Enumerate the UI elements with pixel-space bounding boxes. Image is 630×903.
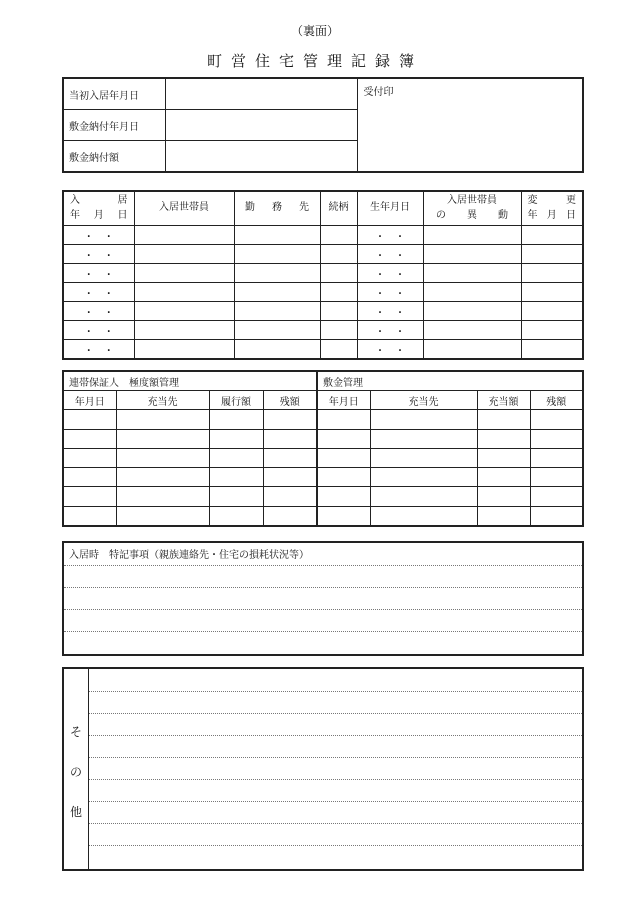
table-row bbox=[63, 448, 583, 467]
page-side-label: （裏面） bbox=[290, 24, 339, 38]
page-title: 町営住宅管理記録簿 bbox=[206, 52, 423, 70]
table-row: ・ ・ ・ ・ bbox=[63, 283, 583, 302]
table-row: ・ ・ ・ ・ bbox=[63, 321, 583, 340]
deposit-amount-field[interactable] bbox=[165, 141, 357, 173]
other-line bbox=[89, 823, 582, 824]
table-row: ・ ・ ・ ・ bbox=[63, 340, 583, 360]
guarantor-section-title: 連帯保証人 極度額管理 bbox=[63, 371, 317, 391]
other-line bbox=[89, 801, 582, 802]
deposit-col-date: 年月日 bbox=[317, 391, 370, 410]
other-label: そ の 他 bbox=[64, 669, 89, 869]
other-line bbox=[89, 845, 582, 846]
guarantor-col-balance: 残額 bbox=[263, 391, 317, 410]
other-line bbox=[89, 779, 582, 780]
table-row: ・ ・ ・ ・ bbox=[63, 264, 583, 283]
initial-move-in-date-field[interactable] bbox=[165, 78, 357, 110]
header-member: 入居世帯員 bbox=[134, 191, 234, 226]
header-birth-date: 生年月日 bbox=[357, 191, 423, 226]
table-row: ・ ・ ・ ・ bbox=[63, 302, 583, 321]
other-notes-box[interactable] bbox=[62, 667, 584, 871]
receipt-stamp-box[interactable] bbox=[357, 78, 583, 172]
deposit-col-balance: 残額 bbox=[530, 391, 583, 410]
table-row bbox=[63, 506, 583, 526]
header-move-in-date: 入 居 年 月 日 bbox=[63, 191, 134, 226]
table-row bbox=[63, 468, 583, 487]
notes-line bbox=[64, 587, 582, 588]
other-line bbox=[89, 735, 582, 736]
header-workplace: 勤 務 先 bbox=[234, 191, 320, 226]
table-row bbox=[63, 410, 583, 429]
deposit-section-title: 敷金管理 bbox=[317, 371, 583, 391]
deposit-payment-date-label: 敷金納付年月日 bbox=[63, 110, 165, 141]
move-in-info-table bbox=[62, 77, 584, 173]
notes-line bbox=[64, 565, 582, 566]
deposit-amount-label: 敷金納付額 bbox=[63, 141, 165, 173]
guarantor-col-allocation: 充当先 bbox=[116, 391, 209, 410]
guarantor-col-performed: 履行額 bbox=[209, 391, 263, 410]
other-line bbox=[89, 691, 582, 692]
other-line bbox=[89, 713, 582, 714]
household-table bbox=[62, 190, 584, 360]
notes-line bbox=[64, 631, 582, 632]
guarantor-col-date: 年月日 bbox=[63, 391, 116, 410]
guarantor-deposit-table bbox=[62, 370, 584, 527]
deposit-col-allocation: 充当先 bbox=[370, 391, 477, 410]
table-row bbox=[63, 429, 583, 448]
initial-move-in-date-label: 当初入居年月日 bbox=[63, 78, 165, 110]
special-notes-box[interactable] bbox=[62, 541, 584, 656]
header-relation: 続柄 bbox=[320, 191, 357, 226]
notes-line bbox=[64, 609, 582, 610]
header-member-change: 入居世帯員 の 異 動 bbox=[423, 191, 521, 226]
other-line bbox=[89, 757, 582, 758]
special-notes-title: 入居時 特記事項（親族連絡先・住宅の損耗状況等） bbox=[69, 550, 309, 561]
deposit-payment-date-field[interactable] bbox=[165, 110, 357, 141]
table-row bbox=[63, 487, 583, 506]
header-change-date: 変 更 年 月 日 bbox=[521, 191, 583, 226]
table-row: ・ ・ ・ ・ bbox=[63, 245, 583, 264]
deposit-col-amount: 充当額 bbox=[477, 391, 530, 410]
table-row: ・ ・ ・ ・ bbox=[63, 226, 583, 245]
receipt-stamp-label: 受付印 bbox=[363, 87, 394, 98]
